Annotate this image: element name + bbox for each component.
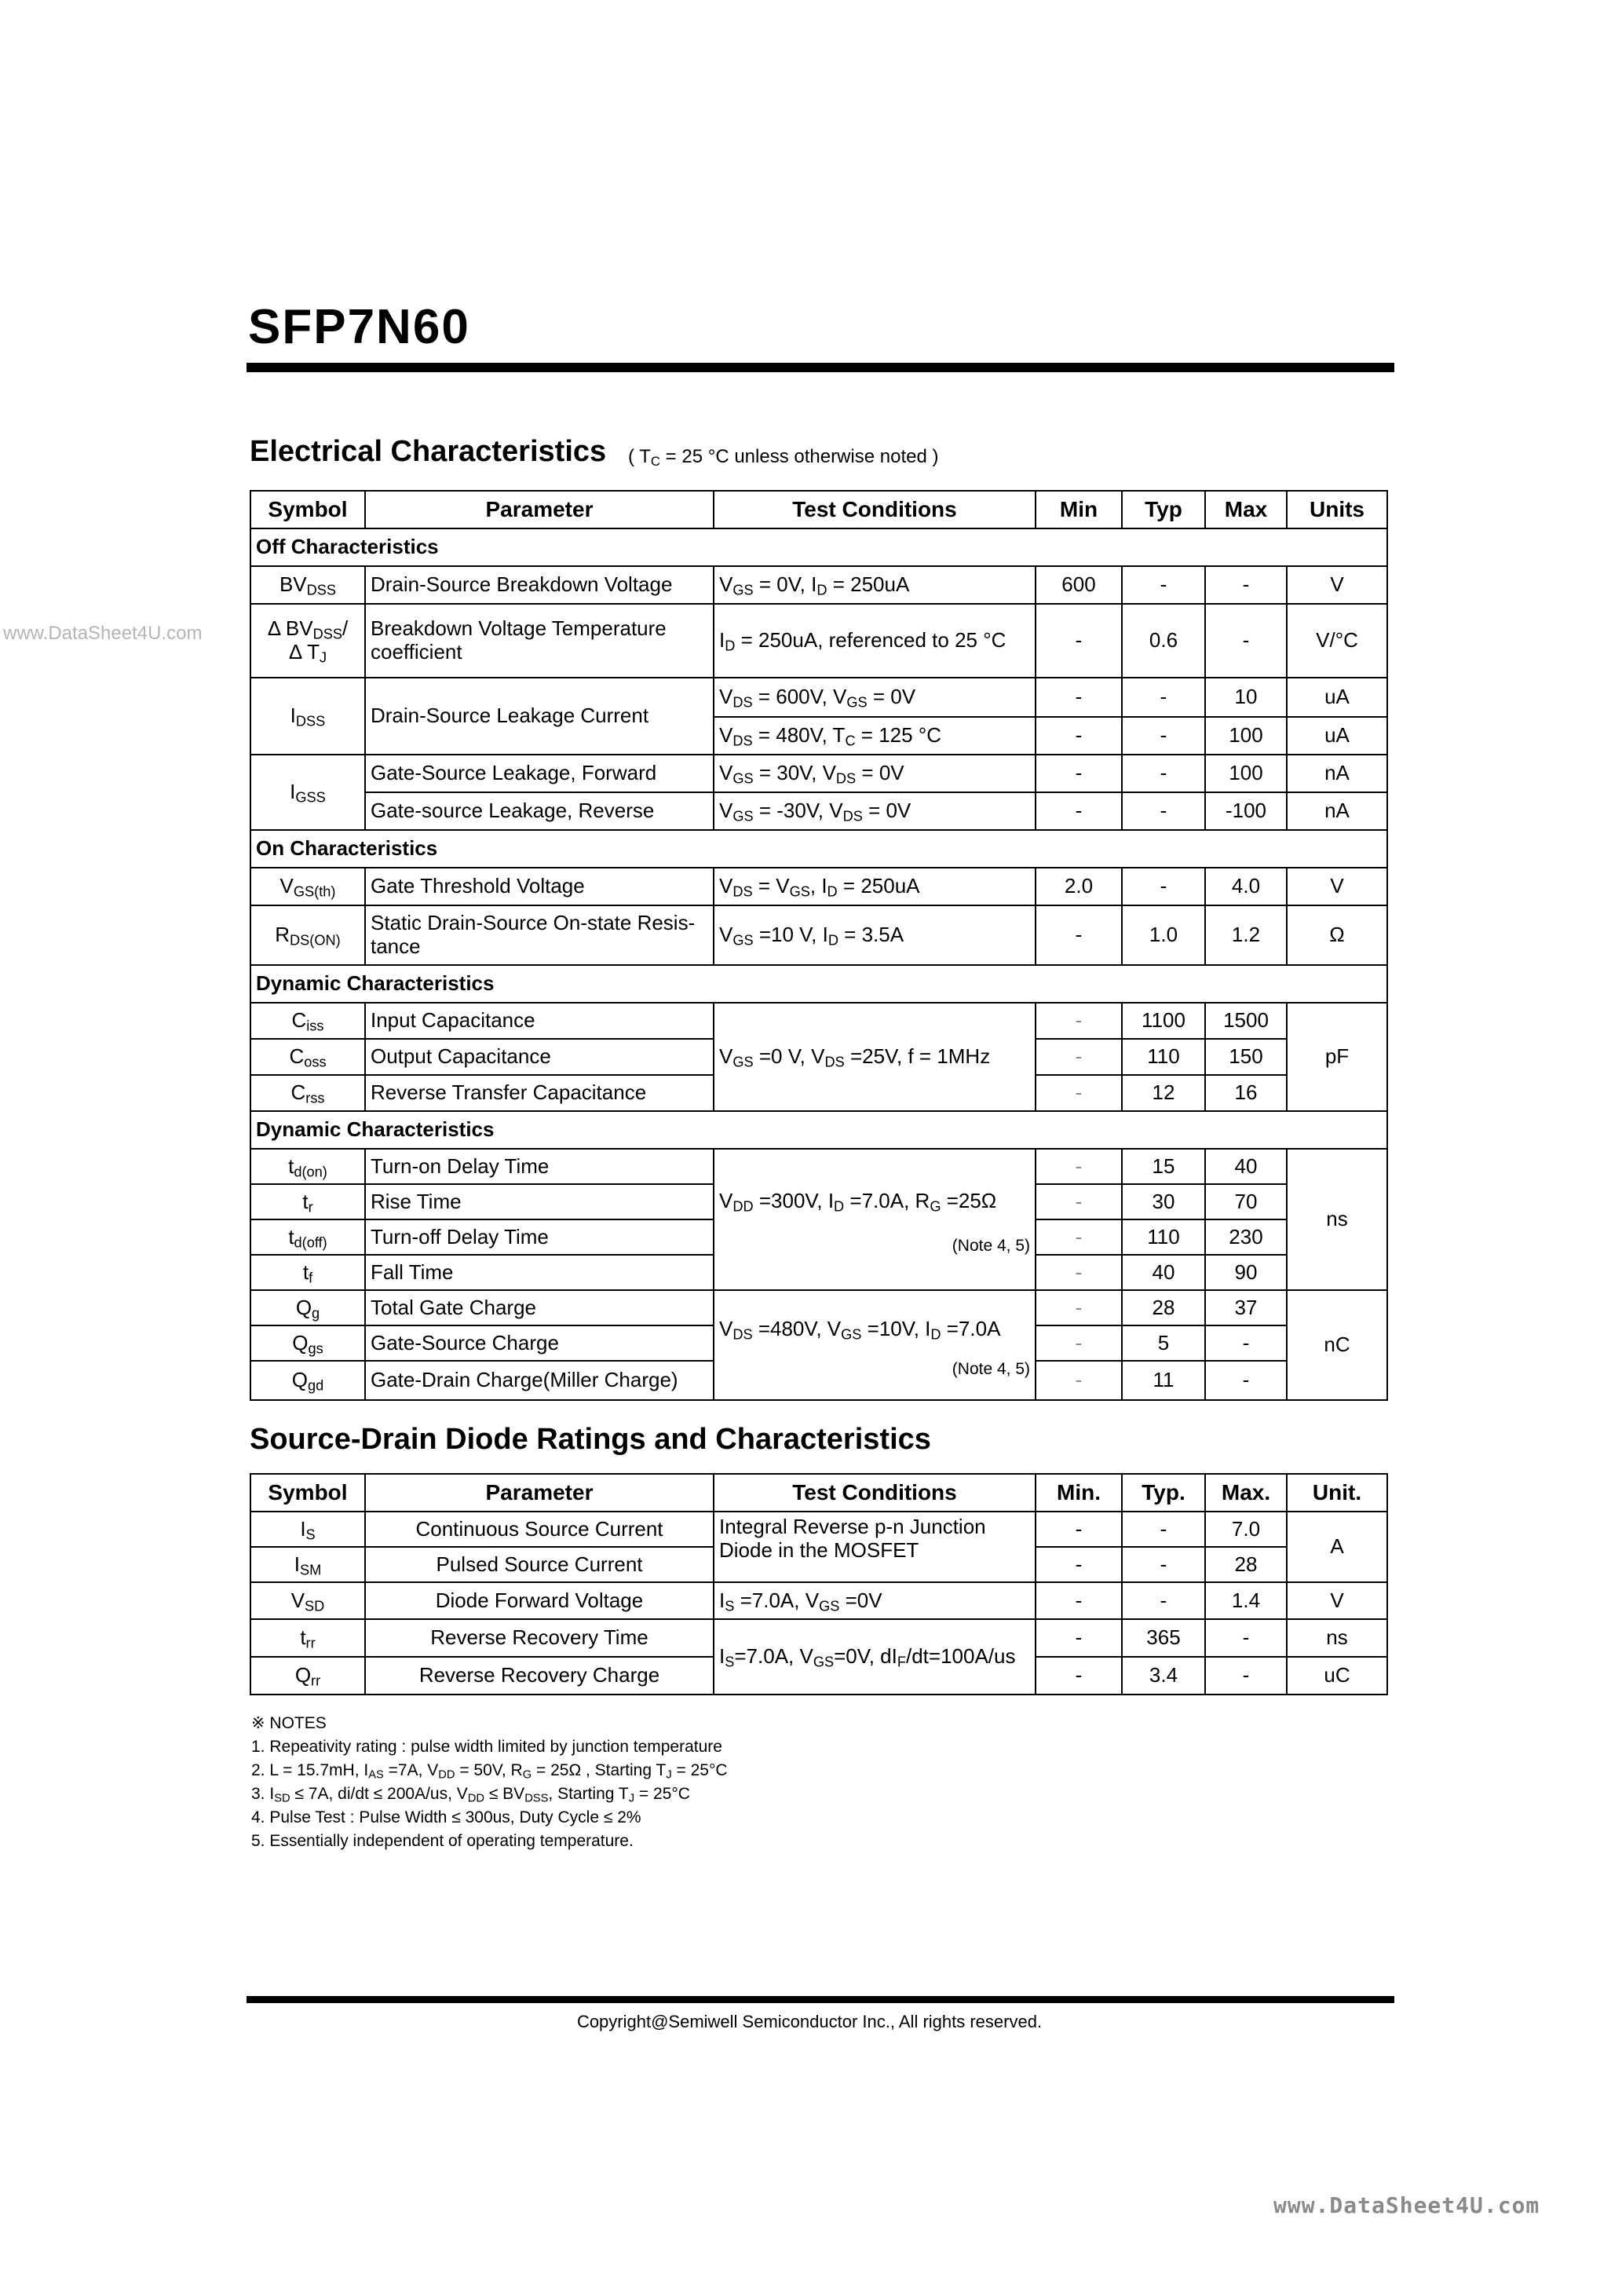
unit-cell: nA — [1287, 792, 1387, 830]
min-cell: - — [1036, 678, 1122, 717]
typ-cell: - — [1122, 678, 1205, 717]
header-cell: Test Conditions — [714, 1474, 1036, 1512]
condition-cell: $V_{DS} = V_{GS}$, $I_D = 250uA$ — [714, 868, 1036, 905]
condition-cell: $I_S =7.0A$, $V_{GS} =0V$ — [714, 1582, 1036, 1619]
max-cell: 70 — [1205, 1184, 1287, 1219]
typ-cell: - — [1122, 717, 1205, 755]
header-cell: Max — [1205, 491, 1287, 528]
symbol-cell: $V_{GS(th)}$ — [250, 868, 365, 905]
table-row — [250, 1582, 1387, 1619]
symbol-cell: $V_{SD}$ — [250, 1582, 365, 1619]
condition-cell: $V_{DS} =480V$, $V_{GS} =10V$, $I_D =7.0A$ (Note 4, 5) — [714, 1290, 1036, 1400]
min-cell: - — [1036, 1582, 1122, 1619]
condition-cell: $V_{GS} =10$ V, $I_D = 3.5A$ — [714, 905, 1036, 965]
header-cell: Min. — [1036, 1474, 1122, 1512]
typ-cell: 5 — [1122, 1325, 1205, 1361]
max-cell: 90 — [1205, 1255, 1287, 1290]
parameter-cell: Drain-Source Breakdown Voltage — [365, 566, 714, 604]
min-cell: - — [1036, 1219, 1122, 1255]
min-cell: - — [1036, 604, 1122, 678]
symbol-cell: $Q_g$ — [250, 1290, 365, 1325]
typ-cell: - — [1122, 755, 1205, 792]
header-cell: Units — [1287, 491, 1387, 528]
parameter-cell: Reverse Recovery Charge — [365, 1657, 714, 1695]
section-title-diode: Source-Drain Diode Ratings and Characteristics — [250, 1423, 931, 1456]
header-cell: Parameter — [365, 1474, 714, 1512]
header-cell: Symbol — [250, 1474, 365, 1512]
min-cell: - — [1036, 1512, 1122, 1547]
unit-cell: Ω — [1287, 905, 1387, 965]
parameter-cell: Total Gate Charge — [365, 1290, 714, 1325]
typ-cell: 40 — [1122, 1255, 1205, 1290]
top-rule — [247, 363, 1394, 372]
symbol-cell: $Q_{gd}$ — [250, 1361, 365, 1400]
max-cell: 1500 — [1205, 1003, 1287, 1039]
group-row — [250, 965, 1387, 1003]
min-cell: 2.0 — [1036, 868, 1122, 905]
max-cell: 100 — [1205, 755, 1287, 792]
max-cell: 4.0 — [1205, 868, 1287, 905]
symbol-cell: $t_f$ — [250, 1255, 365, 1290]
max-cell: 16 — [1205, 1075, 1287, 1111]
typ-cell: 12 — [1122, 1075, 1205, 1111]
condition-cell: $I_S=7.0A$, $V_{GS}=0V$, $dI_F/dt=100A/us$ — [714, 1619, 1036, 1695]
header-cell: Max. — [1205, 1474, 1287, 1512]
condition-cell: $V_{GS} =0$ V, $V_{DS} =25V$, f = 1MHz — [714, 1003, 1036, 1111]
copyright-footer — [0, 2012, 1622, 2032]
unit-cell: V — [1287, 868, 1387, 905]
min-cell: - — [1036, 1255, 1122, 1290]
condition-cell: $V_{DS} = 480V$, $T_C = 125$ °C — [714, 717, 1036, 755]
min-cell: - — [1036, 1361, 1122, 1400]
table-row — [250, 678, 1387, 717]
min-cell: - — [1036, 1075, 1122, 1111]
unit-cell: uC — [1287, 1657, 1387, 1695]
bottom-rule — [247, 1996, 1394, 2003]
table-row — [250, 1149, 1387, 1184]
table-row — [250, 755, 1387, 792]
symbol-cell: $C_{rss}$ — [250, 1075, 365, 1111]
parameter-cell: Breakdown Voltage Temperature coefficient — [365, 604, 714, 678]
min-cell: - — [1036, 905, 1122, 965]
table-row — [250, 792, 1387, 830]
header-cell: Test Conditions — [714, 491, 1036, 528]
table-row — [250, 604, 1387, 678]
parameter-cell: Input Capacitance — [365, 1003, 714, 1039]
parameter-cell: Pulsed Source Current — [365, 1547, 714, 1582]
min-cell: - — [1036, 1003, 1122, 1039]
parameter-cell: Reverse Recovery Time — [365, 1619, 714, 1657]
max-cell: - — [1205, 566, 1287, 604]
typ-cell: 11 — [1122, 1361, 1205, 1400]
min-cell: - — [1036, 1619, 1122, 1657]
section-title-electrical: Electrical Characteristics — [250, 435, 607, 468]
parameter-cell: Static Drain-Source On-state Resis- tance — [365, 905, 714, 965]
condition-cell: $V_{DD} =300V$, $I_D =7.0A$, $R_G =25\Omega$ (Note 4, 5) — [714, 1149, 1036, 1290]
unit-cell: V — [1287, 1582, 1387, 1619]
parameter-cell: Gate-Drain Charge(Miller Charge) — [365, 1361, 714, 1400]
parameter-cell: Diode Forward Voltage — [365, 1582, 714, 1619]
unit-cell: ns — [1287, 1149, 1387, 1290]
notes-block — [251, 1712, 728, 1853]
unit-cell: uA — [1287, 717, 1387, 755]
symbol-cell: $t_{rr}$ — [250, 1619, 365, 1657]
watermark-bottom-right: www.DataSheet4U.com — [1273, 2192, 1540, 2218]
group-row — [250, 1111, 1387, 1149]
min-cell: - — [1036, 1657, 1122, 1695]
max-cell: - — [1205, 604, 1287, 678]
condition-cell: $V_{GS} = 0V$, $I_D = 250uA$ — [714, 566, 1036, 604]
min-cell: - — [1036, 1184, 1122, 1219]
symbol-cell: $I_S$ — [250, 1512, 365, 1547]
note-item: 2. L = 15.7mH, $I_{AS} =7A$, $V_{DD} = 50V$, $R_G = 25\Omega$ , Starting $T_J = 25^\circ C$ — [251, 1761, 728, 1782]
typ-cell: 0.6 — [1122, 604, 1205, 678]
typ-cell: 365 — [1122, 1619, 1205, 1657]
typ-cell: - — [1122, 1547, 1205, 1582]
parameter-cell: Gate-Source Charge — [365, 1325, 714, 1361]
parameter-cell: Gate-Source Leakage, Forward — [365, 755, 714, 792]
notes-header: ※ NOTES — [251, 1714, 327, 1732]
table-header-row — [250, 1474, 1387, 1512]
group-row — [250, 830, 1387, 868]
symbol-cell: $Q_{rr}$ — [250, 1657, 365, 1695]
symbol-cell: $C_{oss}$ — [250, 1039, 365, 1075]
unit-cell: V — [1287, 566, 1387, 604]
max-cell: 10 — [1205, 678, 1287, 717]
group-label: Off Characteristics — [250, 528, 1387, 566]
parameter-cell: Turn-off Delay Time — [365, 1219, 714, 1255]
section-condition — [628, 446, 939, 470]
table-row — [250, 1512, 1387, 1547]
min-cell: - — [1036, 1325, 1122, 1361]
condition-cell: $V_{GS} = 30V$, $V_{DS} = 0V$ — [714, 755, 1036, 792]
condition-cell: $V_{GS} = -30V$, $V_{DS} = 0V$ — [714, 792, 1036, 830]
typ-cell: 110 — [1122, 1039, 1205, 1075]
condition-cell: $I_D = 250uA$, referenced to 25 °C — [714, 604, 1036, 678]
min-cell: - — [1036, 1149, 1122, 1184]
symbol-cell: $I_{SM}$ — [250, 1547, 365, 1582]
symbol-cell: $R_{DS(ON)}$ — [250, 905, 365, 965]
table-row — [250, 1290, 1387, 1325]
unit-cell: ns — [1287, 1619, 1387, 1657]
unit-cell: nC — [1287, 1290, 1387, 1400]
parameter-cell: Turn-on Delay Time — [365, 1149, 714, 1184]
symbol-cell: $BV_{DSS}$ — [250, 566, 365, 604]
max-cell: 40 — [1205, 1149, 1287, 1184]
symbol-cell: $Q_{gs}$ — [250, 1325, 365, 1361]
note-item: 1. Repeativity rating : pulse width limited by junction temperature — [251, 1738, 722, 1756]
header-cell: Typ. — [1122, 1474, 1205, 1512]
group-row — [250, 528, 1387, 566]
parameter-cell: Reverse Transfer Capacitance — [365, 1075, 714, 1111]
watermark-left: www.DataSheet4U.com — [3, 623, 203, 644]
unit-cell: V/°C — [1287, 604, 1387, 678]
symbol-cell: $t_{d(off)}$ — [250, 1219, 365, 1255]
typ-cell: - — [1122, 1512, 1205, 1547]
unit-cell: nA — [1287, 755, 1387, 792]
symbol-cell: $t_{d(on)}$ — [250, 1149, 365, 1184]
electrical-characteristics-table — [250, 490, 1388, 1401]
header-cell: Symbol — [250, 491, 365, 528]
max-cell: 37 — [1205, 1290, 1287, 1325]
table-row — [250, 566, 1387, 604]
max-cell: 28 — [1205, 1547, 1287, 1582]
min-cell: 600 — [1036, 566, 1122, 604]
parameter-cell: Output Capacitance — [365, 1039, 714, 1075]
symbol-cell: $C_{iss}$ — [250, 1003, 365, 1039]
typ-cell: 28 — [1122, 1290, 1205, 1325]
unit-cell: A — [1287, 1512, 1387, 1582]
parameter-cell: Gate-source Leakage, Reverse — [365, 792, 714, 830]
symbol-cell: $I_{GSS}$ — [250, 755, 365, 830]
parameter-cell: Gate Threshold Voltage — [365, 868, 714, 905]
note-ref: (Note 4, 5) — [952, 1359, 1030, 1378]
group-label: On Characteristics — [250, 830, 1387, 868]
document-title: SFP7N60 — [248, 300, 470, 354]
header-cell: Min — [1036, 491, 1122, 528]
table-row — [250, 905, 1387, 965]
diode-ratings-table — [250, 1473, 1388, 1695]
symbol-cell: Δ $BV_{DSS}/$ Δ $T_J$ — [250, 604, 365, 678]
max-cell: - — [1205, 1657, 1287, 1695]
group-label: Dynamic Characteristics — [250, 965, 1387, 1003]
table-row — [250, 1619, 1387, 1657]
min-cell: - — [1036, 792, 1122, 830]
symbol-cell: $t_r$ — [250, 1184, 365, 1219]
typ-cell: 1100 — [1122, 1003, 1205, 1039]
parameter-cell: Fall Time — [365, 1255, 714, 1290]
max-cell: 1.2 — [1205, 905, 1287, 965]
note-item: 3. $I_{SD} \le 7A$, di/dt ≤ 200A/us, $V_{DD} \le BV_{DSS}$, Starting $T_J = 25^\circ C$ — [251, 1785, 690, 1805]
table-row — [250, 1003, 1387, 1039]
max-cell: 100 — [1205, 717, 1287, 755]
condition-cell: Integral Reverse p-n Junction Diode in the MOSFET — [714, 1512, 1036, 1582]
typ-cell: 1.0 — [1122, 905, 1205, 965]
max-cell: - — [1205, 1361, 1287, 1400]
max-cell: -100 — [1205, 792, 1287, 830]
header-cell: Typ — [1122, 491, 1205, 528]
table-row — [250, 868, 1387, 905]
typ-cell: - — [1122, 868, 1205, 905]
typ-cell: 110 — [1122, 1219, 1205, 1255]
header-cell: Parameter — [365, 491, 714, 528]
typ-cell: 15 — [1122, 1149, 1205, 1184]
min-cell: - — [1036, 717, 1122, 755]
min-cell: - — [1036, 1039, 1122, 1075]
min-cell: - — [1036, 1290, 1122, 1325]
condition-text: ( T — [628, 446, 651, 467]
note-item: 5. Essentially independent of operating temperature. — [251, 1832, 634, 1850]
note-ref: (Note 4, 5) — [952, 1236, 1030, 1255]
typ-cell: 30 — [1122, 1184, 1205, 1219]
max-cell: 1.4 — [1205, 1582, 1287, 1619]
min-cell: - — [1036, 755, 1122, 792]
parameter-cell: Rise Time — [365, 1184, 714, 1219]
max-cell: 7.0 — [1205, 1512, 1287, 1547]
max-cell: 150 — [1205, 1039, 1287, 1075]
condition-sub: C — [650, 454, 661, 470]
parameter-cell: Continuous Source Current — [365, 1512, 714, 1547]
typ-cell: - — [1122, 792, 1205, 830]
parameter-cell: Drain-Source Leakage Current — [365, 678, 714, 755]
typ-cell: - — [1122, 1582, 1205, 1619]
max-cell: 230 — [1205, 1219, 1287, 1255]
typ-cell: 3.4 — [1122, 1657, 1205, 1695]
unit-cell: pF — [1287, 1003, 1387, 1111]
group-label: Dynamic Characteristics — [250, 1111, 1387, 1149]
header-cell: Unit. — [1287, 1474, 1387, 1512]
table-header-row — [250, 491, 1387, 528]
max-cell: - — [1205, 1325, 1287, 1361]
typ-cell: - — [1122, 566, 1205, 604]
max-cell: - — [1205, 1619, 1287, 1657]
condition-cell: $V_{DS} = 600V$, $V_{GS} = 0V$ — [714, 678, 1036, 717]
condition-text: = 25 °C unless otherwise noted ) — [660, 446, 939, 467]
min-cell: - — [1036, 1547, 1122, 1582]
symbol-cell: $I_{DSS}$ — [250, 678, 365, 755]
note-item: 4. Pulse Test : Pulse Width ≤ 300us, Duty Cycle ≤ 2% — [251, 1808, 641, 1826]
copyright-text: Copyright@Semiwell Semiconductor Inc., All rights reserved. — [576, 2012, 1043, 2031]
unit-cell: uA — [1287, 678, 1387, 717]
